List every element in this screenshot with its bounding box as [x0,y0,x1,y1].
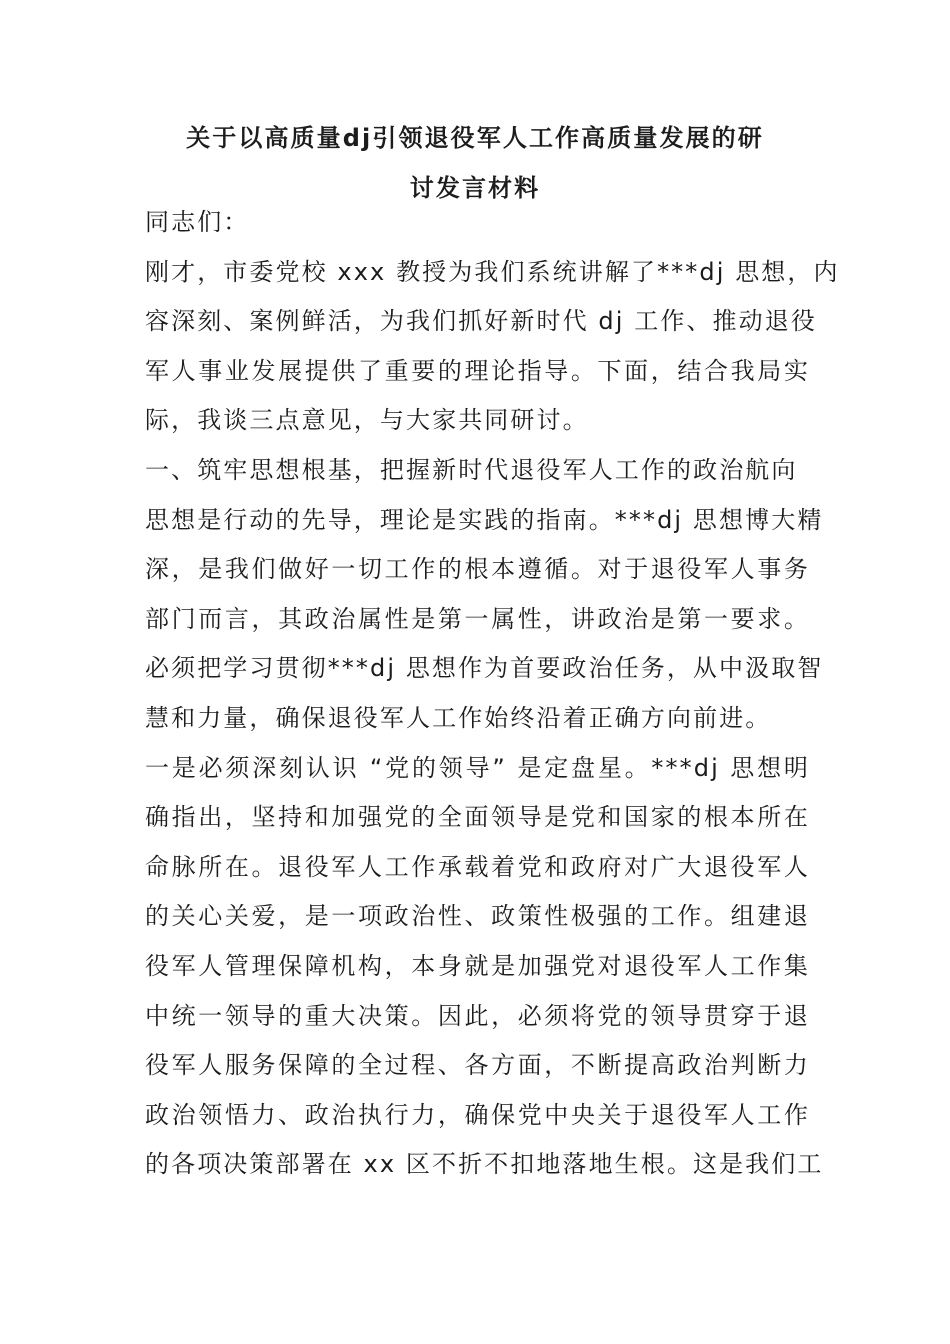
body-text-line: 部门而言，其政治属性是第一属性，讲政治是第一要求。 [145,604,810,633]
body-text-line: 刚才，市委党校 xxx 教授为我们系统讲解了***dj 思想，内 [145,257,840,286]
body-text-line: 命脉所在。退役军人工作承载着党和政府对广大退役军人 [145,852,810,881]
body-text-line: 慧和力量，确保退役军人工作始终沿着正确方向前进。 [145,703,772,732]
body-text-line: 的各项决策部署在 xx 区不折不扣地落地生根。这是我们工 [145,1150,824,1179]
body-text-line: 的关心关爱，是一项政治性、政策性极强的工作。组建退 [145,902,810,931]
body-text-line: 役军人管理保障机构，本身就是加强党对退役军人工作集 [145,951,810,980]
body-text-line: 深，是我们做好一切工作的根本遵循。对于退役军人事务 [145,555,810,584]
body-text-line: 一、筑牢思想根基，把握新时代退役军人工作的政治航向 [145,455,798,484]
body-text-line: 军人事业发展提供了重要的理论指导。下面，结合我局实 [145,356,810,385]
body-text-line: 际，我谈三点意见，与大家共同研讨。 [145,406,589,435]
title-line: 关于以高质量dj引领退役军人工作高质量发展的研 [186,124,764,152]
body-text-line: 一是必须深刻认识 “党的领导” 是定盘星。***dj 思想明 [145,753,810,782]
body-text-line: 必须把学习贯彻***dj 思想作为首要政治任务，从中汲取智 [145,654,824,683]
body-text-line: 容深刻、案例鲜活，为我们抓好新时代 dj 工作、推动退役 [145,307,817,336]
body-text-line: 中统一领导的重大决策。因此，必须将党的领导贯穿于退 [145,1001,810,1030]
body-text-line: 确指出，坚持和加强党的全面领导是党和国家的根本所在 [145,803,810,832]
document-body [145,198,840,1190]
body-text-line: 政治领悟力、政治执行力，确保党中央关于退役军人工作 [145,1100,810,1129]
body-text-line: 役军人服务保障的全过程、各方面，不断提高政治判断力 [145,1051,810,1080]
body-text-line: 思想是行动的先导，理论是实践的指南。***dj 思想博大精 [145,505,824,534]
body-text-line: 同志们： [145,208,250,236]
title-line: 讨发言材料 [409,173,541,202]
